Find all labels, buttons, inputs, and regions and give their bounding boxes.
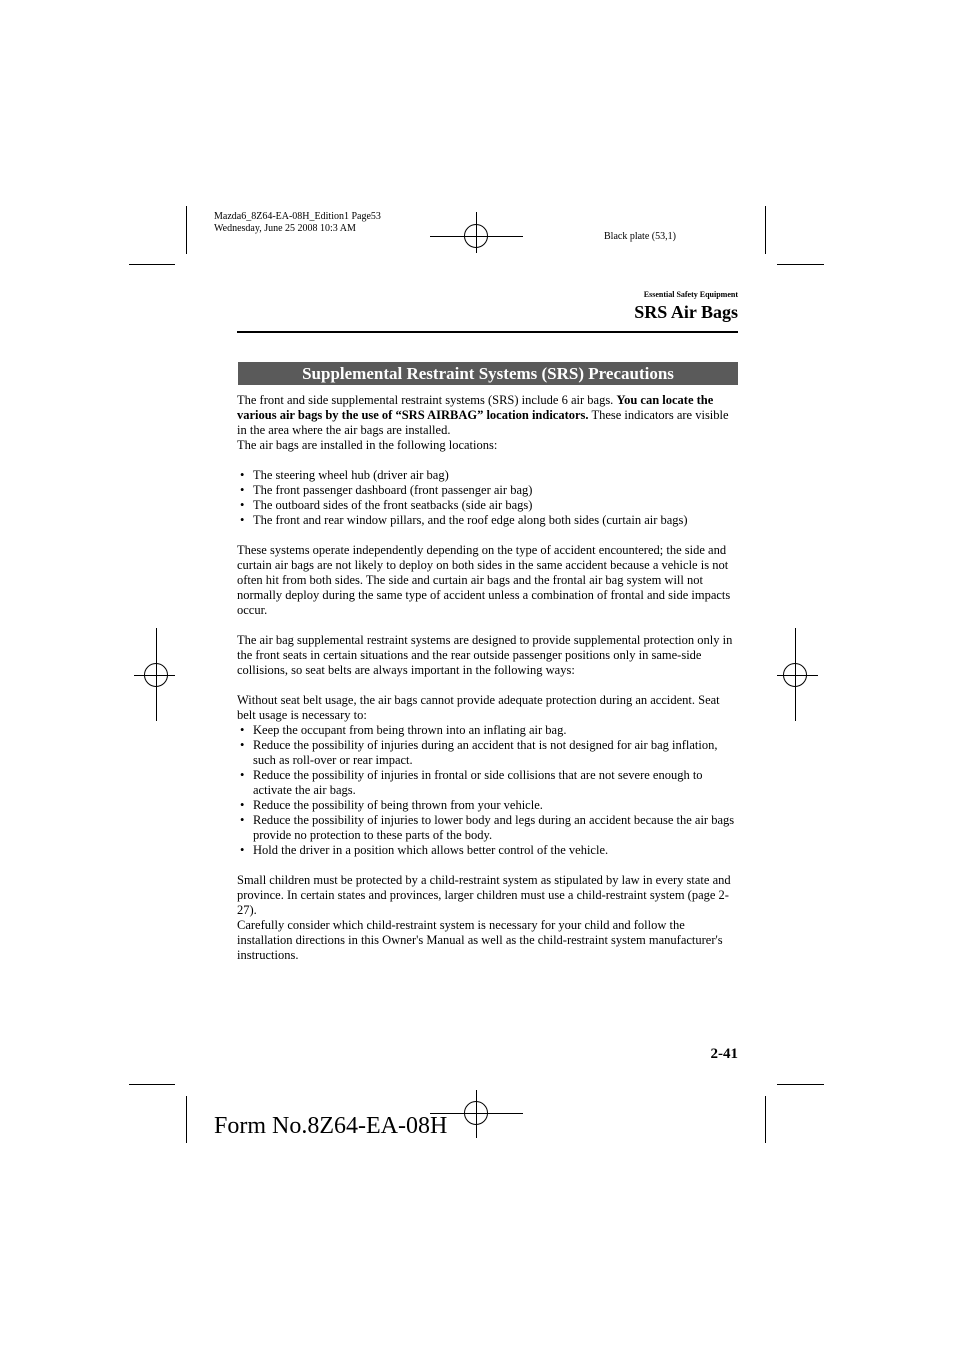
careful-paragraph: Carefully consider which child-restraint system is necessary for your child and follow the installation directions in this Owner's Manual as well as the child-restraint system manufacturer's instructions. [237, 918, 723, 962]
intro-text-1: The front and side supplemental restraint systems (SRS) include 6 air bags. [237, 393, 617, 407]
list-item: • Reduce the possibility of injuries to lower body and legs during an accident because the air bags provide no protection to these parts of the body. [237, 813, 739, 843]
body-content [237, 393, 739, 963]
seatbelt-paragraph: Without seat belt usage, the air bags cannot provide adequate protection during an accident. Seat belt usage is necessary to: [237, 693, 720, 722]
header-rule [237, 331, 738, 333]
list-item: • Reduce the possibility of injuries in frontal or side collisions that are not severe enough to activate the air bags. [237, 768, 739, 798]
section-label: Essential Safety Equipment [643, 290, 738, 299]
form-number: Form No.8Z64-EA-08H [214, 1113, 448, 1139]
list-item: • Keep the occupant from being thrown into an inflating air bag. [237, 723, 739, 738]
print-info-line1: Mazda6_8Z64-EA-08H_Edition1 Page53 [214, 211, 381, 222]
intro-paragraph [237, 393, 739, 438]
section-title: SRS Air Bags [634, 302, 738, 322]
supplemental-paragraph: The air bag supplemental restraint systems are designed to provide supplemental protection only in the front seats in certain situations and the rear outside passenger positions only in same-side collisions, so seat belts are always important in the following ways: [237, 633, 733, 677]
intro-bold-text: You can locate the various air bags by the use of “SRS AIRBAG” location indicators. [237, 393, 714, 422]
intro-text-3: These indicators are visible in the area where the air bags are installed. [237, 408, 729, 437]
print-info-line2: Wednesday, June 25 2008 10:3 AM [214, 223, 356, 234]
locations-list [237, 468, 739, 528]
list-item: • Reduce the possibility of injuries during an accident that is not designed for air bag inflation, such as roll-over or rear impact. [237, 738, 739, 768]
page-title: Supplemental Restraint Systems (SRS) Precautions [238, 362, 738, 385]
independent-paragraph: These systems operate independently depending on the type of accident encountered; the side and curtain air bags are not likely to deploy on both sides in the same accident because a vehicle is not often hit from both sides. The side and curtain air bags and the frontal air bag system will not normally deploy during the same type of accident unless a combination of frontal and side impacts occur. [237, 543, 731, 617]
list-item: • The outboard sides of the front seatbacks (side air bags) [237, 498, 739, 513]
children-paragraph: Small children must be protected by a child-restraint system as stipulated by law in every state and province. In certain states and provinces, larger children must use a child-restraint system (page 2-27). [237, 873, 731, 917]
list-item: • The steering wheel hub (driver air bag) [237, 468, 739, 483]
seatbelt-list [237, 723, 739, 858]
list-item: • Reduce the possibility of being thrown from your vehicle. [237, 798, 739, 813]
list-item: • The front and rear window pillars, and the roof edge along both sides (curtain air bags) [237, 513, 739, 528]
list-item: • The front passenger dashboard (front passenger air bag) [237, 483, 739, 498]
page-number: 2-41 [710, 1046, 738, 1062]
print-info [214, 211, 381, 235]
plate-label: Black plate (53,1) [604, 231, 676, 242]
list-item: • Hold the driver in a position which allows better control of the vehicle. [237, 843, 739, 858]
locations-intro: The air bags are installed in the following locations: [237, 438, 498, 452]
